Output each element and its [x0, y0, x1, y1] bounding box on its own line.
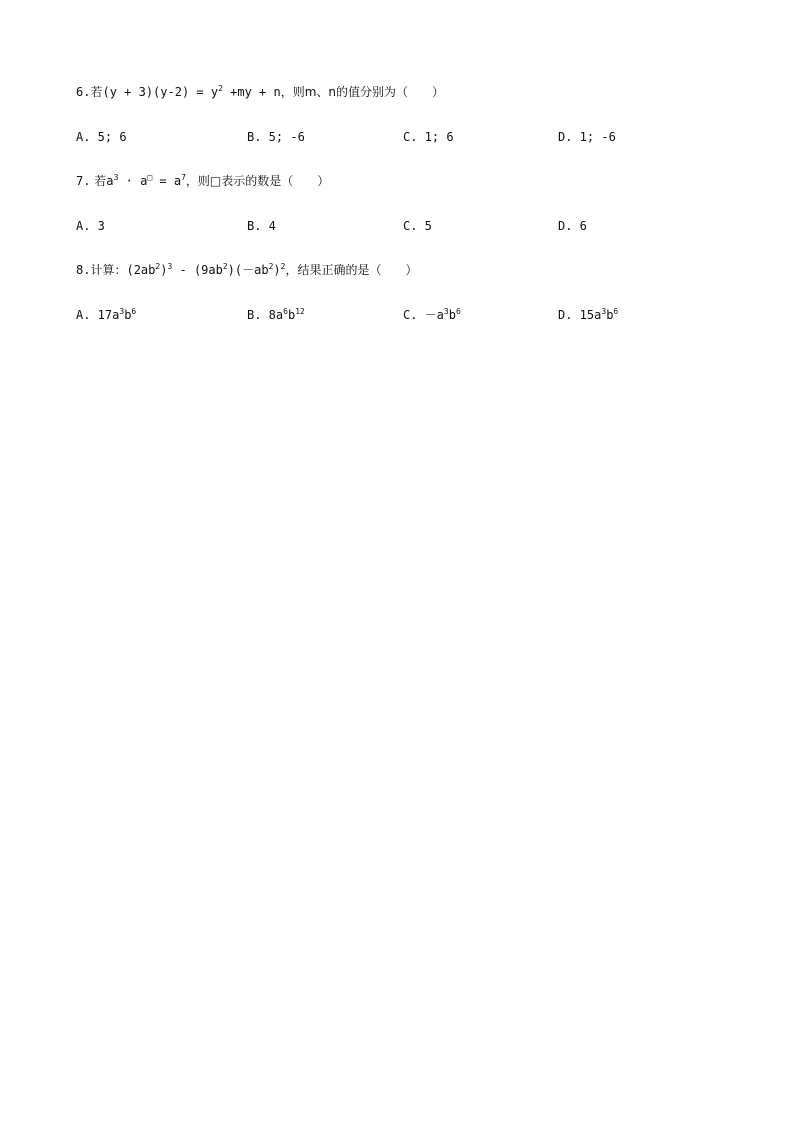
exponent: 2: [155, 262, 161, 271]
exponent: 3: [443, 307, 449, 316]
choice-b-text: B. 8a: [247, 308, 284, 322]
exponent: 6: [455, 307, 461, 316]
question-8-choices: [76, 307, 716, 323]
exponent: 3: [601, 307, 607, 316]
question-number: 7.: [76, 174, 91, 188]
exponent: 2: [218, 84, 223, 93]
choice-c[interactable]: C. 5: [403, 219, 432, 233]
question-8: [76, 262, 417, 278]
exponent: 2: [268, 262, 274, 271]
exponent: 6: [283, 307, 288, 316]
expression: ): [273, 263, 281, 277]
expression: +my + n: [222, 85, 281, 99]
exponent: 2: [222, 262, 228, 271]
expression: = a: [152, 174, 182, 188]
exponent: 3: [113, 173, 119, 182]
exponent: 6: [131, 307, 137, 316]
choice-a[interactable]: [76, 307, 136, 323]
choice-a-text: A. 17a: [76, 308, 120, 322]
question-7-choices: [76, 218, 716, 234]
choice-c-text: C. －a: [403, 308, 444, 322]
exponent: 12: [295, 307, 305, 316]
choice-b[interactable]: B. 5; -6: [247, 130, 305, 144]
expression: (y + 3)(y-2) = y: [102, 85, 219, 99]
exponent: 6: [613, 307, 619, 316]
exponent: 3: [119, 307, 125, 316]
choice-c-text: b: [448, 308, 456, 322]
choice-d[interactable]: D. 1; -6: [558, 130, 616, 144]
exponent: 3: [167, 262, 173, 271]
exponent: 7: [181, 173, 186, 182]
question-text: ，则□表示的数是（ ）: [185, 174, 330, 188]
choice-a-text: b: [124, 308, 132, 322]
choice-c[interactable]: C. 1; 6: [403, 130, 454, 144]
choice-b-text: b: [287, 308, 296, 322]
expression: · a: [118, 174, 148, 188]
choice-b[interactable]: B. 4: [247, 219, 276, 233]
choice-c[interactable]: [403, 307, 461, 323]
choice-d[interactable]: D. 6: [558, 219, 587, 233]
choice-d[interactable]: [558, 307, 618, 323]
question-text: ，结果正确的是（ ）: [285, 263, 418, 277]
question-number: 6.: [76, 85, 91, 99]
question-7: [76, 173, 329, 189]
question-number: 8.: [76, 263, 91, 277]
question-lead: 若: [90, 85, 103, 99]
expression: ): [160, 263, 168, 277]
question-lead: 若a: [90, 174, 114, 188]
question-6-choices: [76, 129, 716, 145]
expression: - (9ab: [172, 263, 223, 277]
exponent-box: □: [147, 173, 153, 182]
exponent: 2: [280, 262, 286, 271]
choice-b[interactable]: [247, 307, 305, 323]
choice-d-text: b: [606, 308, 614, 322]
question-lead: 计算：: [90, 263, 127, 277]
question-text: ，则m、n的值分别为（ ）: [280, 85, 444, 99]
choice-a[interactable]: A. 3: [76, 219, 105, 233]
choice-a[interactable]: A. 5; 6: [76, 130, 127, 144]
choice-d-text: D. 15a: [558, 308, 602, 322]
expression: (2ab: [126, 263, 156, 277]
expression: )(－ab: [227, 263, 269, 277]
question-6: [76, 84, 444, 100]
